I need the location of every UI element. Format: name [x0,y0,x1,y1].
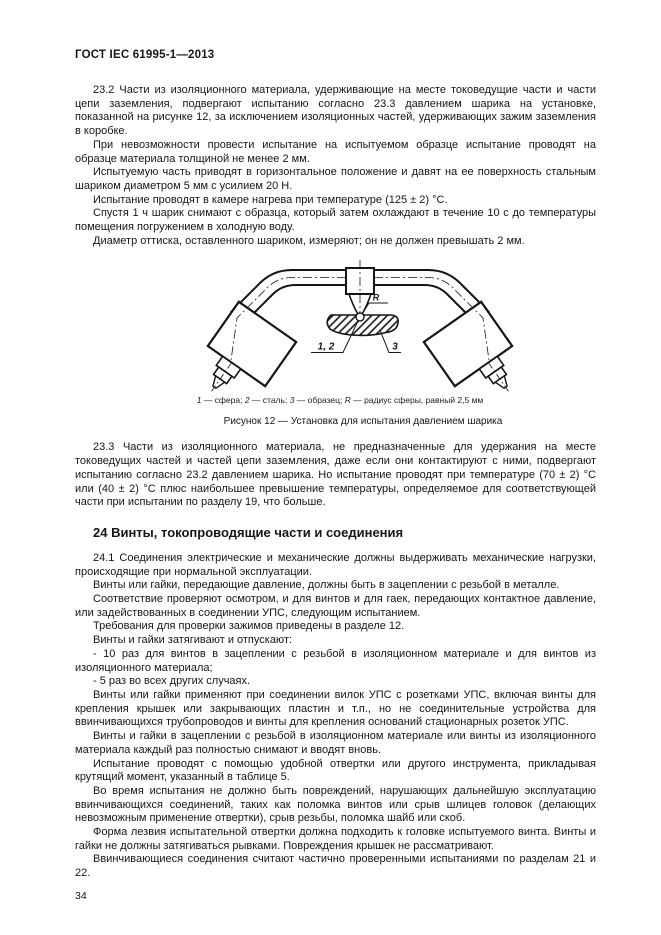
paragraph: Винты или гайки применяют при соединении вилок УПС с розетками УПС, включая винты для крепления крышек или закрывающих пластин и т.п., но не соединительные устройства для ввинчивающихся трубопроводов и винты для крепления оснований стационарных розеток УПС. [75,688,596,729]
indenter-cone [349,294,358,314]
figure-title: Рисунок 12 — Установка для испытания давлением шарика [223,416,503,428]
ball-pressure-apparatus-drawing [140,258,540,393]
paragraph: Испытание проводят в камере нагрева при температуре (125 ± 2) °С. [93,193,448,206]
list-item-paragraph: - 10 раз для винтов в зацеплении с резьбой в изоляционном материале и для винтов из изоляционного материала; [75,647,596,674]
figure-legend: 1 — сфера; 2 — сталь; 3 — образец; R — радиус сферы, равный 2,5 мм [196,395,484,406]
section-23-body [75,84,596,248]
paragraph: Испытуемую часть приводят в горизонтальное положение и давят на ее поверхность стальным шариком диаметром 5 мм с усилием 20 Н. [75,166,596,192]
page-number: 34 [75,889,87,902]
paragraph: Требования для проверки зажимов приведены в разделе 12. [93,620,405,633]
paragraph: 24.1 Соединения электрические и механические должны выдерживать механические нагрузки, происходящие при нормальной эксплуатации. [75,551,596,578]
doc-header: ГОСТ IEC 61995-1—2013 [75,49,215,61]
figure-label-radius: R [372,292,380,303]
figure-label-specimen: 3 [392,341,398,353]
ball-tip [356,313,364,321]
right-arm [374,270,519,393]
paragraph: Форма лезвия испытательной отвертки должна подходить к головке испытуемого винта. Винты и гайки не должны затягиваться рывками. Повреждения крышек не рассматривают. [75,826,596,852]
list-item-paragraph: - 5 раз во всех других случаях. [93,675,251,688]
paragraph: Соответствие проверяют осмотром, и для винтов и для гаек, передающих контактное давление, или задействованных в соединении УПС, следующим испытанием. [75,593,596,619]
paragraph: 23.2 Части из изоляционного материала, удерживающие на месте токоведущие части и части цепи заземления, подвергают испытанию согласно 23.3 давлением шарика на установке, показанной на рисунке 12, за исключением изоляционных частей, удерживающих зажим заземления в коробке. [75,84,596,138]
paragraph: Винты или гайки, передающие давление, должны быть в зацеплении с резьбой в металле. [93,579,560,592]
paragraph: При невозможности провести испытание на испытуемом образце испытание проводят на образце материала толщиной не менее 2 мм. [75,138,596,165]
figure-12 [140,258,540,406]
left-arm [201,270,346,393]
paragraph: Во время испытания не должно быть повреждений, нарушающих дальнейшую эксплуатацию ввинчивающихся соединений, таких как поломка винтов или срыв шлицев головок (делающих невозможным применение отвертки), срыв резьбы, поломка шайб или скоб. [75,784,596,825]
paragraph: Винты и гайки затягивают и отпускают: [93,634,293,647]
section-24-heading: 24 Винты, токопроводящие части и соединения [93,524,404,540]
figure-label-ball: 1, 2 [317,341,335,353]
paragraph-23-3: 23.3 Части из изоляционного материала, не предназначенные для удержания на месте токоведущих частей и частей цепи заземления, даже если они контактируют с ними, подвергают испытанию согласно 23.2 давлением шарика. Но испытание проводят при температуре (70 ± 2) °С или (40 ± 2) °С плюс наибольшее превышение температуры, определяемое для соответствующей части при испытании по разделу 19, что больше. [75,441,596,509]
paragraph: Испытание проводят с помощью удобной отвертки или другого инструмента, прикладывая крутящий момент, указанный в таблице 5. [75,757,596,784]
section-24-body [75,552,596,881]
radius-leader [362,303,388,314]
paragraph: Ввинчивающиеся соединения считают частично проверенными испытаниями по разделам 21 и 22. [75,853,596,880]
paragraph: Спустя 1 ч шарик снимают с образца, который затем охлаждают в течение 10 с до температуры помещения погружением в холодную воду. [75,207,596,234]
paragraph: Диаметр оттиска, оставленного шариком, измеряют; он не должен превышать 2 мм. [93,234,525,247]
paragraph: Винты и гайки в зацеплении с резьбой в изоляционном материале или винты из изоляционного материала каждый раз полностью снимают и вводят вновь. [75,730,596,756]
